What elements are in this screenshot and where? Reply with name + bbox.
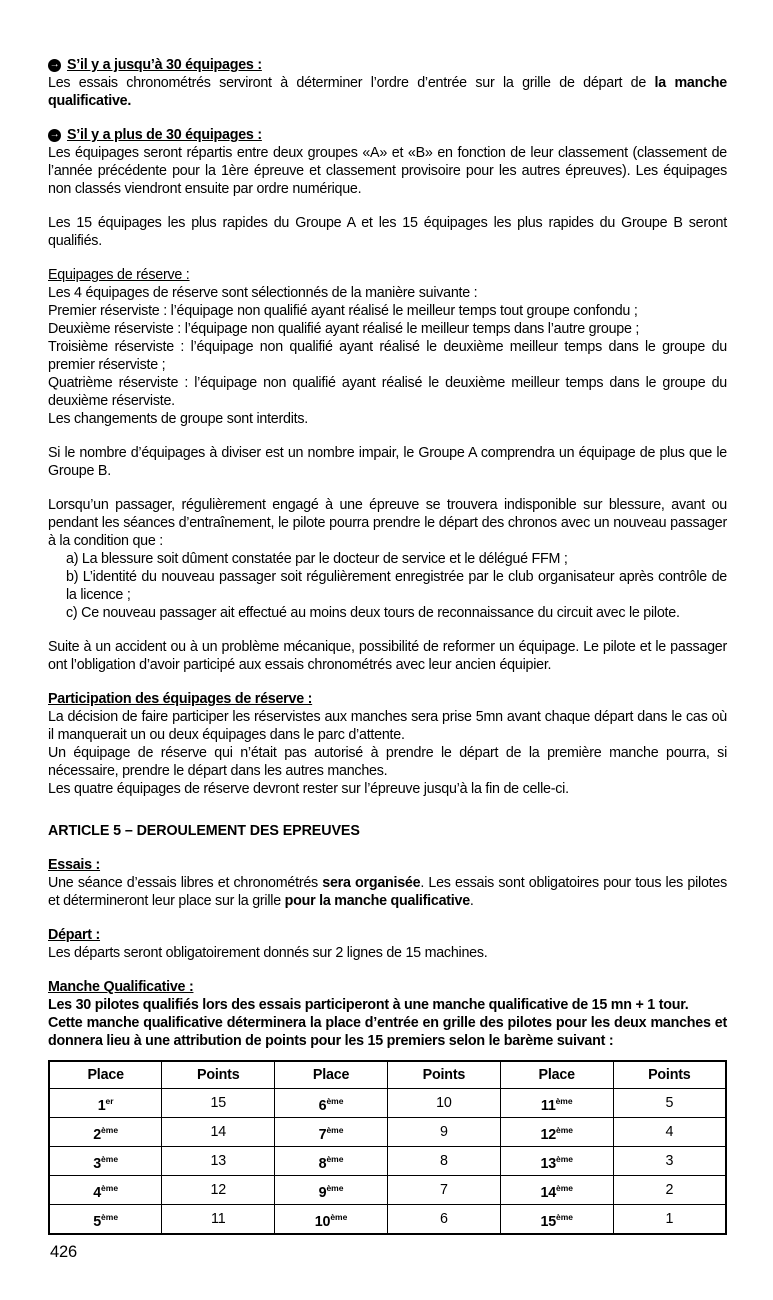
table-header-cell: Points xyxy=(613,1061,726,1089)
place-value: 11 xyxy=(540,1097,556,1114)
place-cell xyxy=(49,1205,162,1235)
text-run: Cette manche qualificative déterminera la place d’entrée en grille des pilotes pour les deux manches et donnera lieu à une attribution de points pour les 15 premiers selon le barème suivant : xyxy=(48,1015,727,1049)
spacer xyxy=(48,674,727,690)
place-ordinal-suffix: ème xyxy=(555,1095,573,1106)
place-cell xyxy=(500,1089,613,1118)
text-run: Lorsqu’un passager, régulièrement engagé à une épreuve se trouvera indisponible sur blessure, avant ou pendant les séances d’entraînement, le pilote pourra prendre le départ des chronos avec un nouveau passager à la condition que : xyxy=(48,497,727,549)
place-ordinal-suffix: ème xyxy=(101,1153,119,1164)
spacer xyxy=(48,428,727,444)
paragraph xyxy=(48,996,727,1014)
place-ordinal-suffix: ème xyxy=(555,1124,573,1135)
table-row xyxy=(49,1205,726,1235)
bullet-heading xyxy=(48,126,727,144)
table-row xyxy=(49,1089,726,1118)
points-cell: 13 xyxy=(162,1147,275,1176)
table-header-cell: Place xyxy=(275,1061,388,1089)
place-cell xyxy=(500,1118,613,1147)
paragraph xyxy=(48,144,727,198)
text-run: la manche qualificative. xyxy=(48,75,727,109)
place-value: 13 xyxy=(540,1155,556,1172)
paragraph xyxy=(48,444,727,480)
bullet-heading xyxy=(48,56,727,74)
place-cell xyxy=(49,1176,162,1205)
paragraph xyxy=(48,708,727,744)
place-ordinal-suffix: ème xyxy=(326,1095,344,1106)
place-ordinal-suffix: ème xyxy=(101,1124,119,1135)
text-run: pour la manche qualificative xyxy=(284,893,470,909)
spacer xyxy=(48,962,727,978)
bullet-heading-label: S’il y a plus de 30 équipages : xyxy=(67,127,262,143)
paragraph xyxy=(48,320,727,338)
place-cell xyxy=(500,1205,613,1235)
text-run: c) Ce nouveau passager ait effectué au moins deux tours de reconnaissance du circuit avec le pilote. xyxy=(66,605,680,621)
spacer xyxy=(48,1050,727,1058)
paragraph xyxy=(48,550,727,568)
place-cell xyxy=(275,1205,388,1235)
points-cell: 1 xyxy=(613,1205,726,1235)
page-number: 426 xyxy=(50,1243,77,1261)
paragraph xyxy=(48,496,727,550)
place-cell xyxy=(49,1147,162,1176)
place-value: 7 xyxy=(318,1126,327,1143)
text-run: Une séance d’essais libres et chronométrés xyxy=(48,875,323,891)
text-run: Les essais chronométrés serviront à déterminer l’ordre d’entrée sur la grille de départ de xyxy=(48,75,655,91)
place-ordinal-suffix: ème xyxy=(101,1211,119,1222)
paragraph xyxy=(48,604,727,622)
circular-arrow-icon: → xyxy=(49,129,60,140)
place-value: 6 xyxy=(318,1097,327,1114)
points-cell: 6 xyxy=(387,1205,500,1235)
paragraph xyxy=(48,744,727,780)
text-run: Les équipages seront répartis entre deux groupes «A» et «B» en fonction de leur classement (classement de l’année précédente pour la 1ère épreuve et classement provisoire pour les autres épreuves). Les équipages non classés viendront ensuite par ordre numérique. xyxy=(48,145,727,197)
text-run: Les 4 équipages de réserve sont sélectionnés de la manière suivante : xyxy=(48,285,478,301)
paragraph xyxy=(48,302,727,320)
place-value: 2 xyxy=(93,1126,102,1143)
doc-content xyxy=(48,56,727,1235)
place-ordinal-suffix: ème xyxy=(101,1182,119,1193)
place-value: 1 xyxy=(97,1097,106,1114)
points-cell: 4 xyxy=(613,1118,726,1147)
place-value: 9 xyxy=(318,1184,327,1201)
points-cell: 11 xyxy=(162,1205,275,1235)
place-cell xyxy=(49,1118,162,1147)
points-cell: 2 xyxy=(613,1176,726,1205)
table-header-cell: Points xyxy=(387,1061,500,1089)
spacer xyxy=(48,110,727,126)
points-table xyxy=(48,1060,727,1235)
spacer xyxy=(48,910,727,926)
table-header-cell: Points xyxy=(162,1061,275,1089)
table-head xyxy=(49,1061,726,1089)
spacer xyxy=(48,250,727,266)
place-value: 15 xyxy=(540,1213,556,1230)
text-run: Suite à un accident ou à un problème mécanique, possibilité de reformer un équipage. Le pilote et le passager ont l’obligation d’avoir participé aux essais chronométrés avec leur ancien équipier. xyxy=(48,639,727,673)
text-run: La décision de faire participer les réservistes aux manches sera prise 5mn avant chaque départ dans le cas où il manquerait un ou deux équipages dans le parc d’attente. xyxy=(48,709,727,743)
place-cell xyxy=(275,1176,388,1205)
place-value: 12 xyxy=(540,1126,556,1143)
place-cell xyxy=(275,1118,388,1147)
article-heading: ARTICLE 5 – DEROULEMENT DES EPREUVES xyxy=(48,823,360,839)
place-ordinal-suffix: ème xyxy=(555,1211,573,1222)
paragraph xyxy=(48,374,727,410)
points-cell: 15 xyxy=(162,1089,275,1118)
text-run: Quatrième réserviste : l’équipage non qualifié ayant réalisé le deuxième meilleur temps dans le groupe du deuxième réserviste. xyxy=(48,375,727,409)
paragraph xyxy=(48,74,727,110)
table-header-cell: Place xyxy=(500,1061,613,1089)
bullet-heading-label: S’il y a jusqu’à 30 équipages : xyxy=(67,57,262,73)
paragraph xyxy=(48,338,727,374)
spacer xyxy=(48,480,727,496)
table-row xyxy=(49,1176,726,1205)
paragraph xyxy=(48,638,727,674)
points-cell: 12 xyxy=(162,1176,275,1205)
place-value: 3 xyxy=(93,1155,102,1172)
text-run: Premier réserviste : l’équipage non qualifié ayant réalisé le meilleur temps tout groupe confondu ; xyxy=(48,303,638,319)
place-cell xyxy=(49,1089,162,1118)
place-ordinal-suffix: ème xyxy=(555,1153,573,1164)
spacer xyxy=(48,798,727,822)
place-value: 4 xyxy=(93,1184,102,1201)
place-value: 14 xyxy=(540,1184,556,1201)
section-heading: Départ : xyxy=(48,927,101,943)
text-run: Un équipage de réserve qui n’était pas autorisé à prendre le départ de la première manche pourra, si nécessaire, prendre le départ dans les autres manches. xyxy=(48,745,727,779)
table-row xyxy=(49,1118,726,1147)
text-run: Les départs seront obligatoirement donnés sur 2 lignes de 15 machines. xyxy=(48,945,488,961)
text-run: sera organisée xyxy=(322,875,421,891)
points-cell: 5 xyxy=(613,1089,726,1118)
points-cell: 9 xyxy=(387,1118,500,1147)
place-value: 8 xyxy=(318,1155,327,1172)
points-cell: 3 xyxy=(613,1147,726,1176)
text-run: Les 30 pilotes qualifiés lors des essais participeront à une manche qualificative de 15 mn + 1 tour. xyxy=(48,997,689,1013)
text-run: Les 15 équipages les plus rapides du Groupe A et les 15 équipages les plus rapides du Groupe B seront qualifiés. xyxy=(48,215,727,249)
place-ordinal-suffix: er xyxy=(105,1095,114,1106)
text-run: Les quatre équipages de réserve devront rester sur l’épreuve jusqu’à la fin de celle-ci. xyxy=(48,781,569,797)
points-cell: 10 xyxy=(387,1089,500,1118)
text-run: b) L’identité du nouveau passager soit régulièrement enregistrée par le club organisateur après contrôle de la licence ; xyxy=(66,569,727,603)
place-ordinal-suffix: ème xyxy=(330,1211,348,1222)
paragraph xyxy=(48,874,727,910)
text-run: Troisième réserviste : l’équipage non qualifié ayant réalisé le deuxième meilleur temps dans le groupe du premier réserviste ; xyxy=(48,339,727,373)
text-run: a) La blessure soit dûment constatée par le docteur de service et le délégué FFM ; xyxy=(66,551,568,567)
table-row xyxy=(49,1147,726,1176)
spacer xyxy=(48,622,727,638)
paragraph xyxy=(48,284,727,302)
points-cell: 14 xyxy=(162,1118,275,1147)
text-run: . Les essais sont obligatoires pour tous les pilotes et détermineront leur place sur la grille xyxy=(48,875,727,909)
text-run: . xyxy=(469,893,474,909)
spacer xyxy=(48,198,727,214)
section-heading: Manche Qualificative : xyxy=(48,979,194,995)
table-header-row xyxy=(49,1061,726,1089)
place-ordinal-suffix: ème xyxy=(326,1124,344,1135)
place-value: 5 xyxy=(93,1213,102,1230)
paragraph xyxy=(48,780,727,798)
table-body xyxy=(49,1089,726,1235)
text-run: Les changements de groupe sont interdits. xyxy=(48,411,308,427)
place-ordinal-suffix: ème xyxy=(555,1182,573,1193)
points-cell: 8 xyxy=(387,1147,500,1176)
place-ordinal-suffix: ème xyxy=(326,1182,344,1193)
place-cell xyxy=(275,1147,388,1176)
points-cell: 7 xyxy=(387,1176,500,1205)
place-cell xyxy=(500,1176,613,1205)
circular-arrow-icon: → xyxy=(49,59,60,70)
paragraph xyxy=(48,410,727,428)
paragraph xyxy=(48,1014,727,1050)
spacer xyxy=(48,840,727,856)
paragraph xyxy=(48,944,727,962)
section-heading: Participation des équipages de réserve : xyxy=(48,691,313,707)
paragraph xyxy=(48,568,727,604)
paragraph xyxy=(48,214,727,250)
section-heading: Equipages de réserve : xyxy=(48,267,190,283)
table-header-cell: Place xyxy=(49,1061,162,1089)
place-cell xyxy=(500,1147,613,1176)
place-cell xyxy=(275,1089,388,1118)
place-ordinal-suffix: ème xyxy=(326,1153,344,1164)
section-heading: Essais : xyxy=(48,857,101,873)
text-run: Deuxième réserviste : l’équipage non qualifié ayant réalisé le meilleur temps dans l’autre groupe ; xyxy=(48,321,640,337)
place-value: 10 xyxy=(314,1213,331,1230)
text-run: Si le nombre d’équipages à diviser est un nombre impair, le Groupe A comprendra un équipage de plus que le Groupe B. xyxy=(48,445,727,479)
